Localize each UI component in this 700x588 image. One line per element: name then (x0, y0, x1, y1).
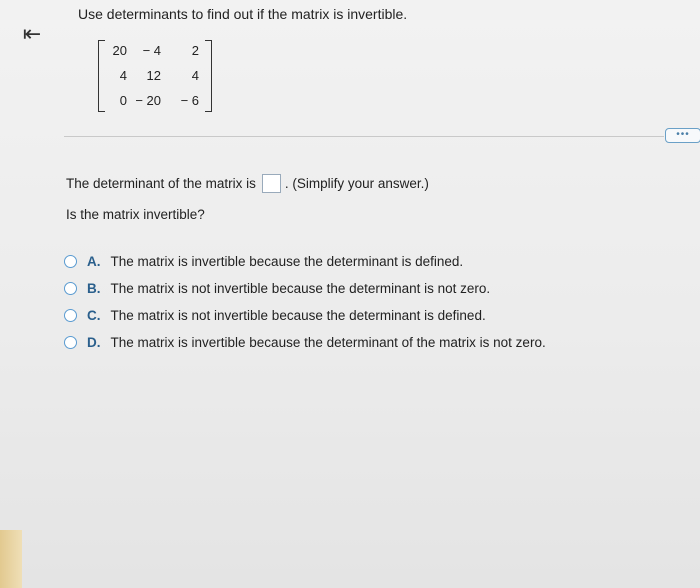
option-d[interactable] (64, 329, 546, 356)
option-c[interactable] (64, 302, 546, 329)
determinant-prefix: The determinant of the matrix is (66, 176, 256, 191)
matrix-cell: − 20 (135, 93, 161, 108)
option-letter: C. (87, 308, 101, 323)
determinant-suffix: . (Simplify your answer.) (284, 176, 429, 191)
option-a[interactable] (64, 248, 546, 275)
option-text: The matrix is not invertible because the determinant is defined. (110, 308, 486, 323)
radio-icon[interactable] (64, 336, 77, 349)
determinant-answer-input[interactable] (262, 174, 281, 193)
answer-options (64, 248, 546, 356)
option-text: The matrix is invertible because the determinant of the matrix is not zero. (110, 335, 546, 350)
matrix-cell: 4 (119, 68, 127, 83)
matrix (98, 40, 212, 112)
option-text: The matrix is invertible because the determinant is defined. (110, 254, 464, 269)
back-arrow-icon[interactable]: ⇤ (22, 21, 42, 47)
desk-edge (0, 530, 22, 588)
radio-icon[interactable] (64, 309, 77, 322)
matrix-cell: 20 (112, 43, 127, 58)
option-letter: A. (87, 254, 101, 269)
determinant-line (66, 174, 429, 193)
matrix-cell: 12 (146, 68, 161, 83)
matrix-cell: 2 (191, 43, 199, 58)
more-options-button[interactable]: ••• (665, 128, 700, 143)
option-letter: B. (87, 281, 101, 296)
matrix-cell: − 6 (180, 93, 199, 108)
matrix-cell: − 4 (142, 43, 161, 58)
option-b[interactable] (64, 275, 546, 302)
question-prompt: Use determinants to find out if the matrix is invertible. (78, 6, 408, 22)
section-divider (64, 136, 664, 137)
option-letter: D. (87, 335, 101, 350)
option-text: The matrix is not invertible because the determinant is not zero. (110, 281, 491, 296)
matrix-cell: 4 (191, 68, 199, 83)
invertible-question: Is the matrix invertible? (66, 207, 205, 222)
radio-icon[interactable] (64, 282, 77, 295)
radio-icon[interactable] (64, 255, 77, 268)
matrix-cell: 0 (119, 93, 127, 108)
